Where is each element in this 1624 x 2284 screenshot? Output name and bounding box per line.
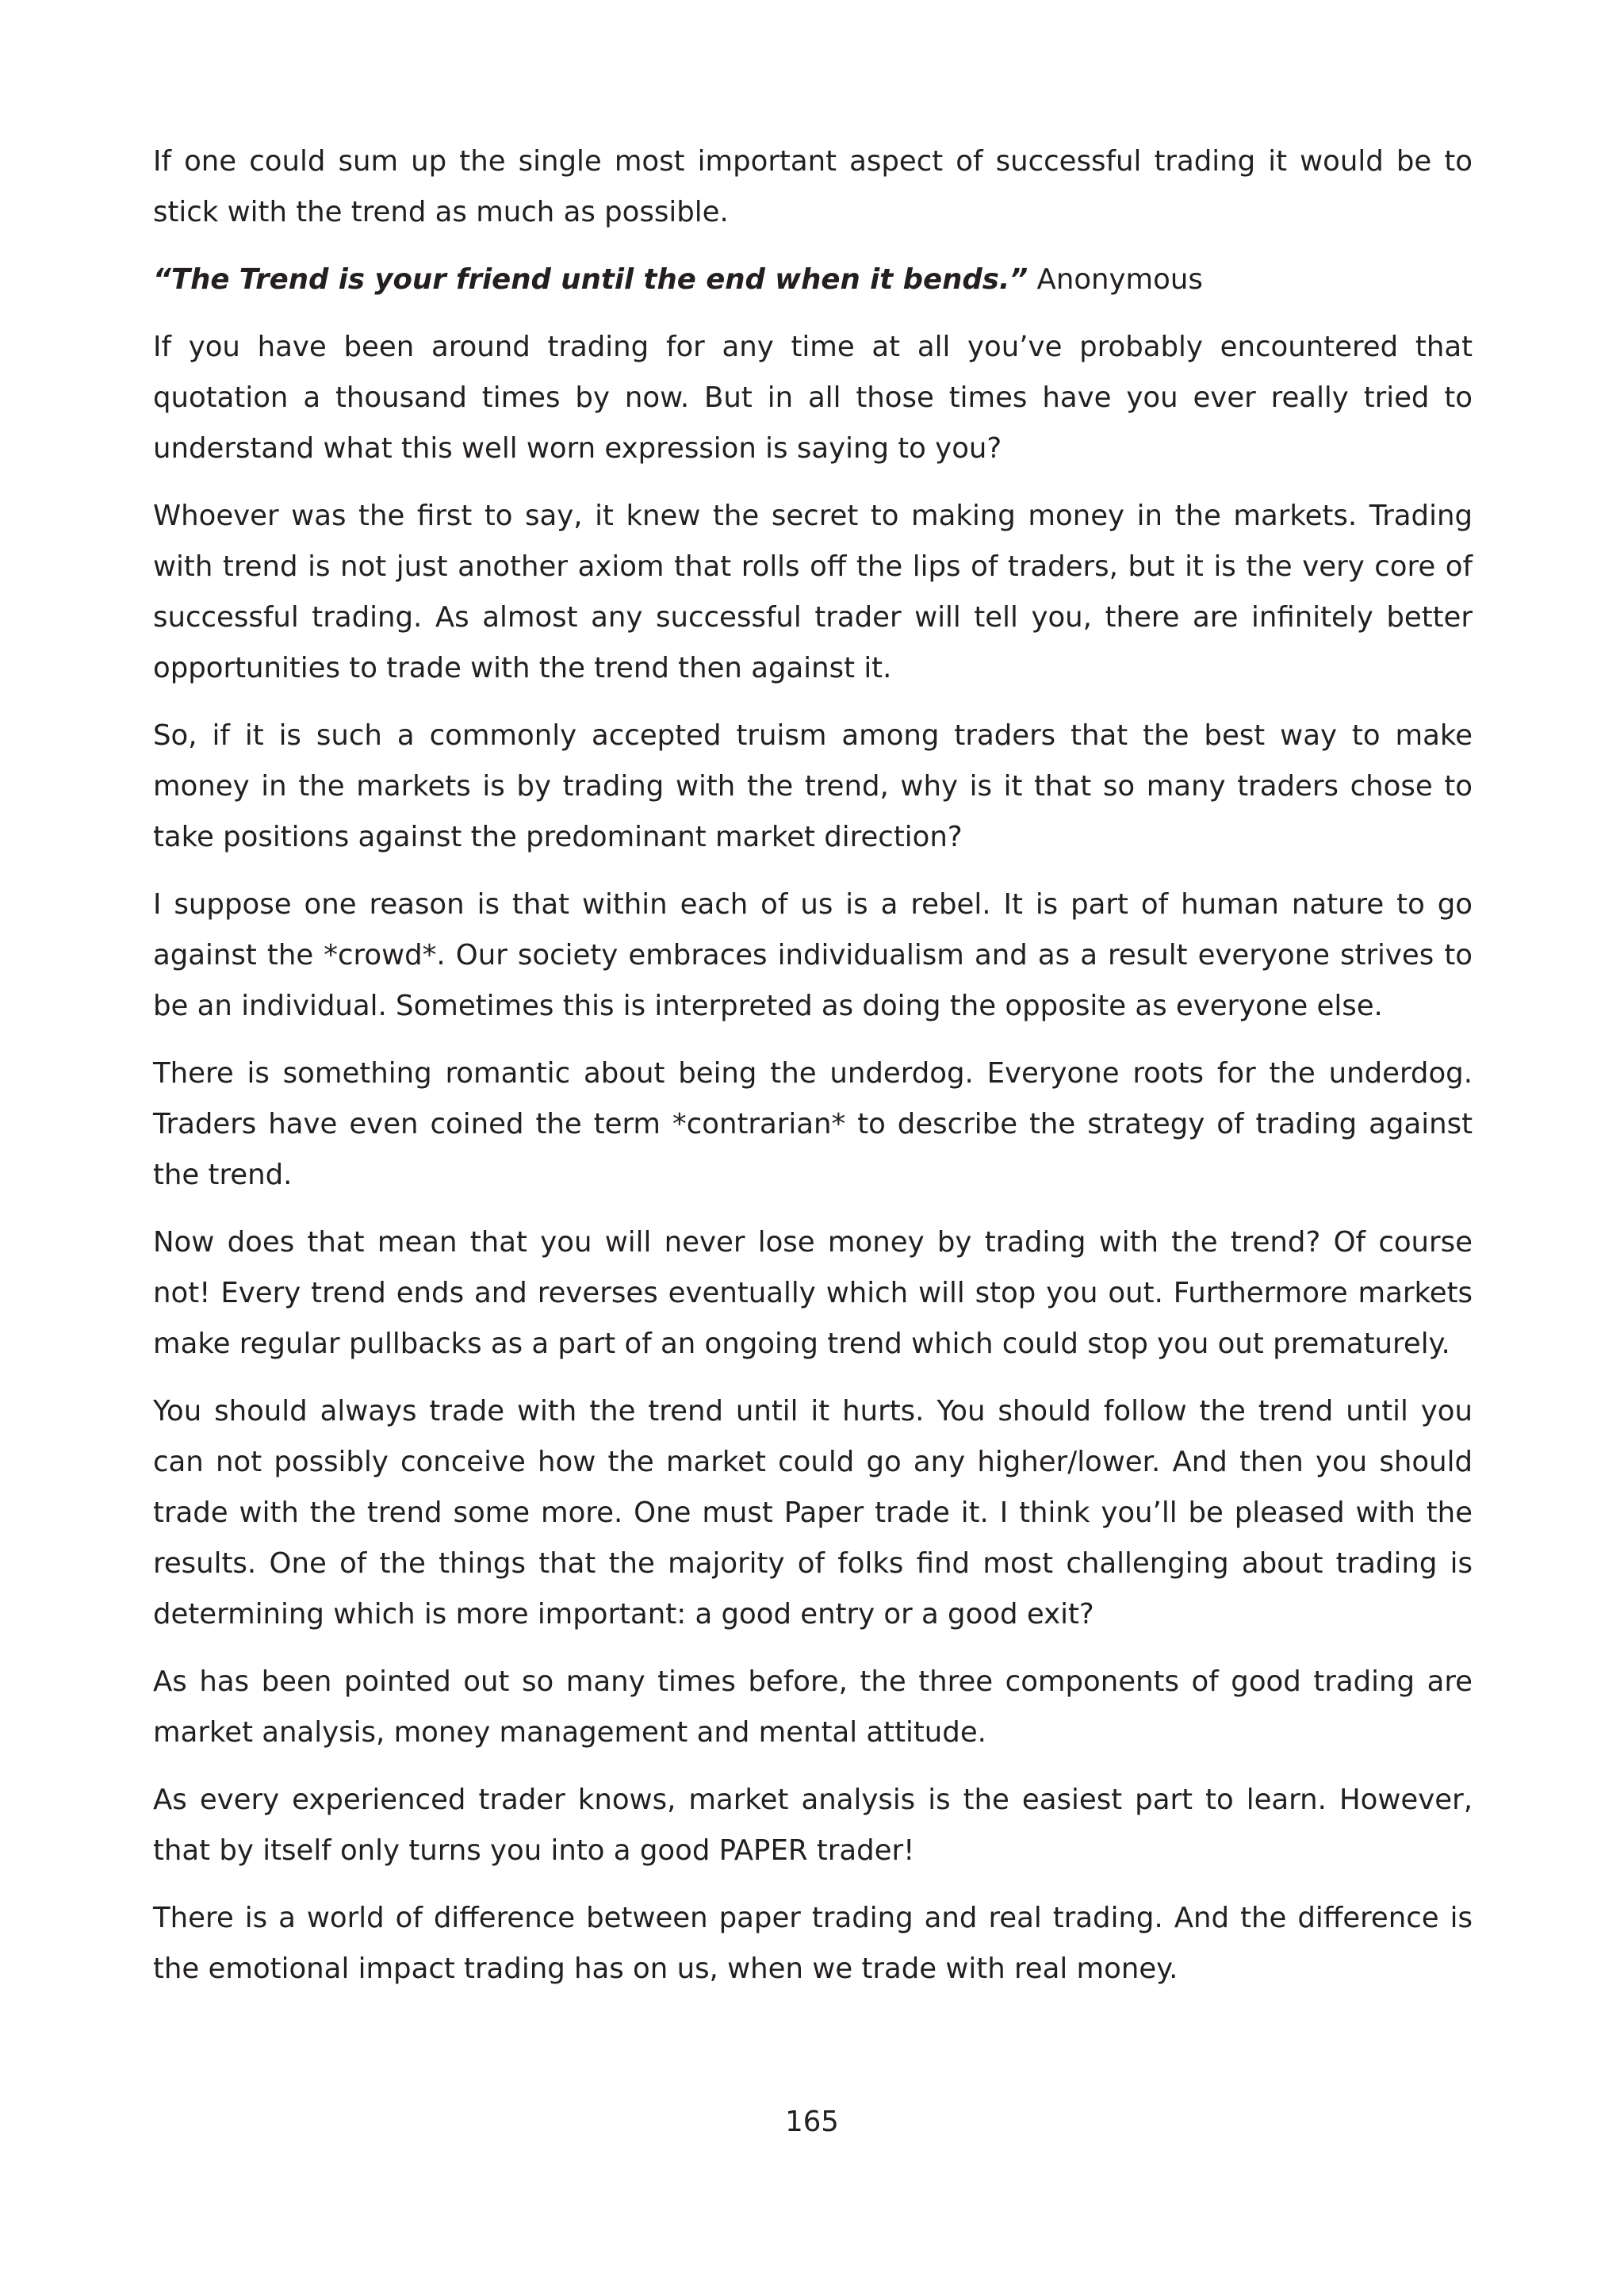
paragraph: There is something romantic about being the underdog. Everyone roots for the underdog. Traders have even coined the term *contrarian* to describe the strategy of trading against the trend. <box>153 1057 1473 1191</box>
quotation <box>153 255 1473 305</box>
paragraph: As every experienced trader knows, market analysis is the easiest part to learn. However, that by itself only turns you into a good PAPER trader! <box>153 1784 1473 1867</box>
paragraph: If you have been around trading for any time at all you’ve probably encountered that quotation a thousand times by now. But in all those times have you ever really tried to understand what this well worn expression is saying to you? <box>153 331 1473 465</box>
paragraph-intro: If one could sum up the single most important aspect of successful trading it would be to stick with the trend as much as possible. <box>153 145 1473 228</box>
paragraph: You should always trade with the trend until it hurts. You should follow the trend until you can not possibly conceive how the market could go any higher/lower. And then you should trade with the trend some more. One must Paper trade it. I think you’ll be pleased with the results. One of the things that the majority of folks find most challenging about trading is determining which is more important: a good entry or a good exit? <box>153 1395 1473 1631</box>
paragraph: So, if it is such a commonly accepted truism among traders that the best way to make money in the markets is by trading with the trend, why is it that so many traders chose to take positions against the predominant market direction? <box>153 719 1473 853</box>
quotation-text: “The Trend is your friend until the end when it bends.” <box>153 263 1028 296</box>
paragraph: Now does that mean that you will never lose money by trading with the trend? Of course not! Every trend ends and reverses eventually which will stop you out. Furthermore markets make regular pullbacks as a part of an ongoing trend which could stop you out prematurely. <box>153 1226 1473 1360</box>
paragraph: I suppose one reason is that within each of us is a rebel. It is part of human nature to go against the *crowd*. Our society embraces individualism and as a result everyone strives to be an individual. Sometimes this is interpreted as doing the opposite as everyone else. <box>153 888 1473 1022</box>
paragraph: There is a world of difference between paper trading and real trading. And the difference is the emotional impact trading has on us, when we trade with real money. <box>153 1902 1473 1985</box>
quotation-attribution: Anonymous <box>1028 263 1203 296</box>
page-body <box>153 136 1473 2011</box>
paragraph: Whoever was the first to say, it knew the secret to making money in the markets. Trading with trend is not just another axiom that rolls off the lips of traders, but it is the very core of successful trading. As almost any successful trader will tell you, there are infinitely better opportunities to trade with the trend then against it. <box>153 500 1473 684</box>
paragraph: As has been pointed out so many times before, the three components of good trading are market analysis, money management and mental attitude. <box>153 1665 1473 1749</box>
page-number: 165 <box>785 2106 839 2138</box>
